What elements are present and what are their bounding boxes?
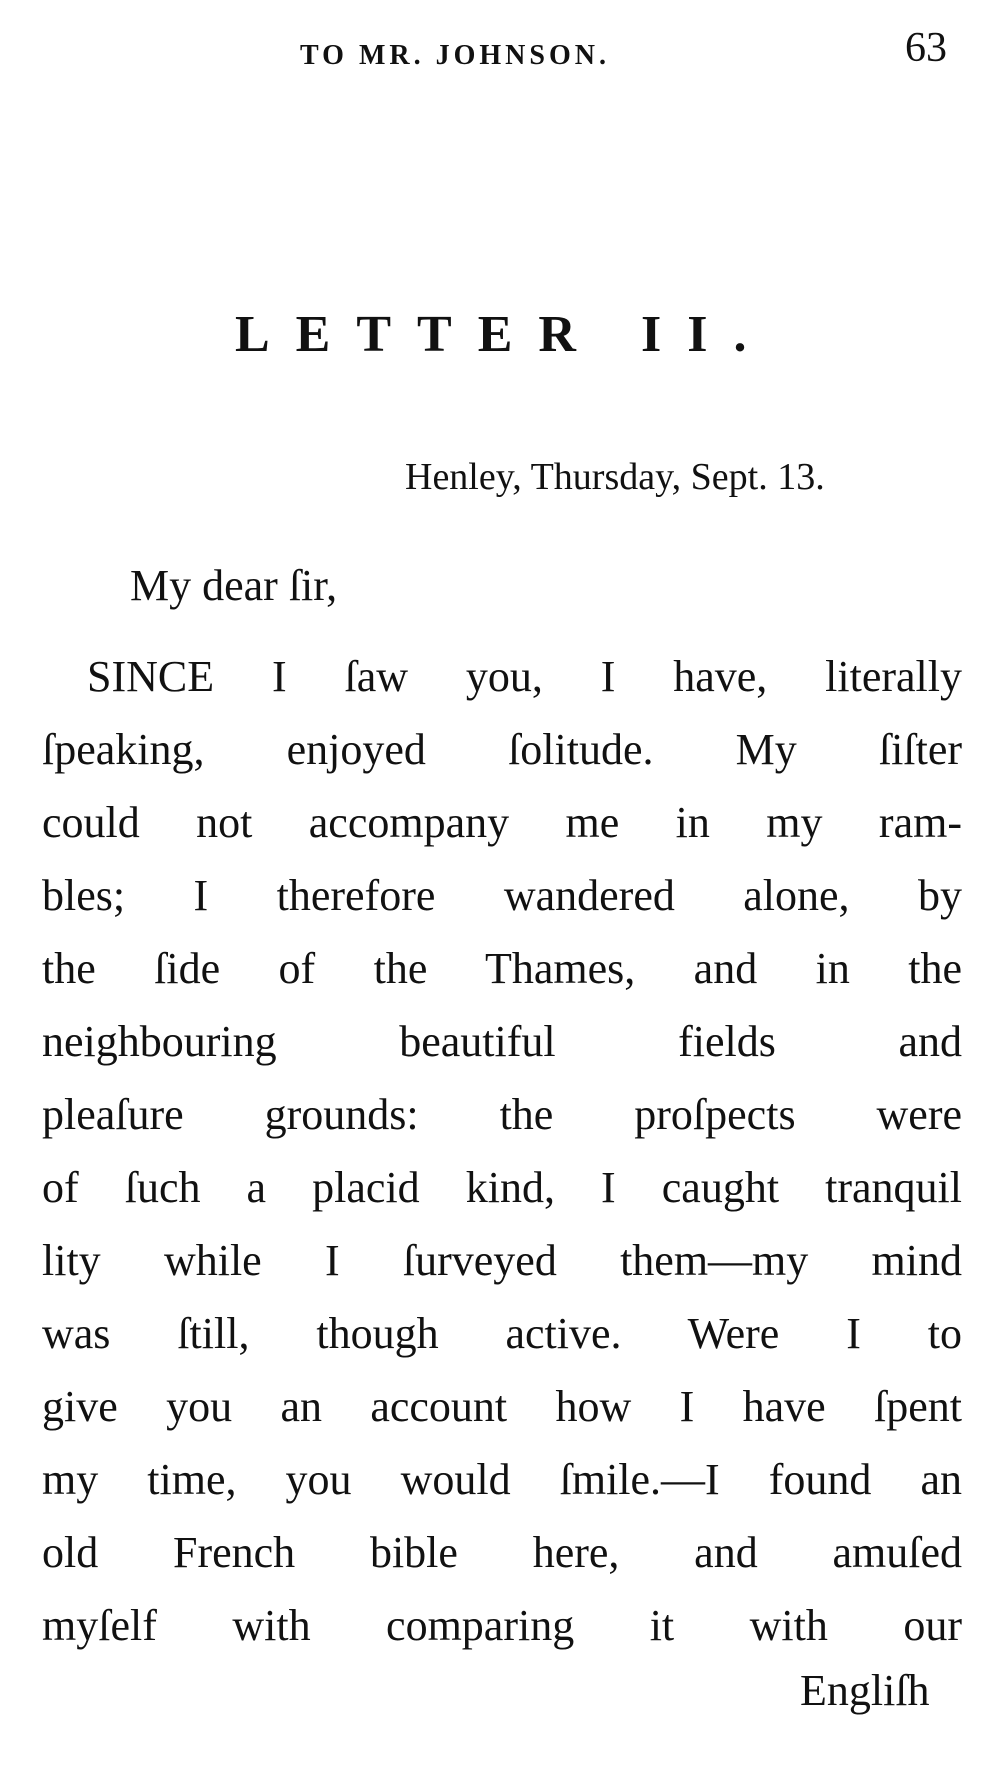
text-line: lity while I ſurveyed them—my mind	[42, 1236, 962, 1285]
letter-heading: LETTER II.	[235, 306, 773, 363]
text-line: could not accompany me in my ram-	[42, 798, 962, 847]
text-line: ſpeaking, enjoyed ſolitude. My ſiſter	[42, 725, 962, 774]
letter-dateline: Henley, Thursday, Sept. 13.	[405, 456, 825, 498]
text-line: old French bible here, and amuſed	[42, 1528, 962, 1577]
text-line: SINCE I ſaw you, I have, literally	[87, 652, 962, 701]
text-line: neighbouring beautiful fields and	[42, 1017, 962, 1066]
letter-salutation: My dear ſir,	[130, 561, 338, 610]
text-line: my time, you would ſmile.—I found an	[42, 1455, 962, 1504]
text-line: was ſtill, though active. Were I to	[42, 1309, 962, 1358]
text-line: pleaſure grounds: the proſpects were	[42, 1090, 962, 1139]
page-number: 63	[905, 25, 947, 71]
text-line: the ſide of the Thames, and in the	[42, 944, 962, 993]
text-line: of ſuch a placid kind, I caught tranquil	[42, 1163, 962, 1212]
letter-body	[42, 640, 962, 1662]
catchword: Engliſh	[800, 1666, 930, 1715]
running-head: TO MR. JOHNSON.	[300, 40, 610, 71]
text-line: give you an account how I have ſpent	[42, 1382, 962, 1431]
text-line: myſelf with comparing it with our	[42, 1601, 962, 1650]
text-line: bles; I therefore wandered alone, by	[42, 871, 962, 920]
